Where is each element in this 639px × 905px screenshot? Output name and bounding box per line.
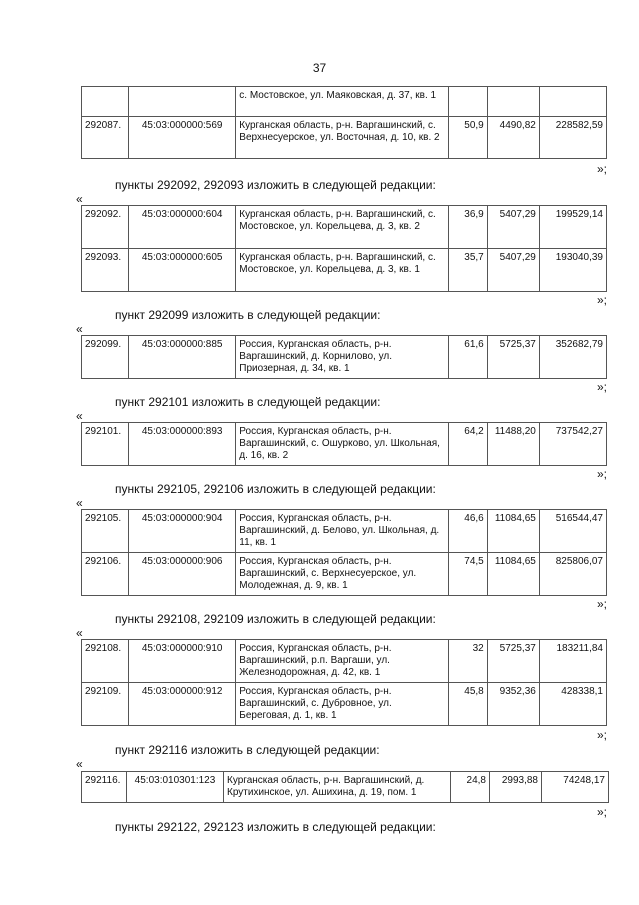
table-row xyxy=(82,553,607,596)
cell-price: 5725,37 xyxy=(487,336,539,379)
cell-address: Россия, Курганская область, р-н. Варгашинский, д. Белово, ул. Школьная, д. 11, кв. 1 xyxy=(236,510,448,553)
cell-cadastral: 45:03:000000:904 xyxy=(129,510,236,553)
register-table xyxy=(81,205,607,292)
cell-cost xyxy=(539,87,606,117)
table-row xyxy=(82,510,607,553)
closing-quote: »; xyxy=(597,162,608,176)
cell-area: 50,9 xyxy=(448,117,487,159)
register-table xyxy=(81,639,607,726)
closing-quote: »; xyxy=(597,467,608,481)
cell-cost: 183211,84 xyxy=(539,640,606,683)
table-row xyxy=(82,117,607,159)
cell-cost: 825806,07 xyxy=(539,553,606,596)
cell-cost: 516544,47 xyxy=(539,510,606,553)
cell-address: с. Мостовское, ул. Маяковская, д. 37, кв. 1 xyxy=(236,87,448,117)
cell-price xyxy=(487,87,539,117)
cell-price: 4490,82 xyxy=(487,117,539,159)
closing-quote: »; xyxy=(597,380,608,394)
cell-number: 292101. xyxy=(82,423,129,466)
amendment-heading: пункт 292099 изложить в следующей редакции: xyxy=(115,308,381,322)
amendment-heading: пункты 292108, 292109 изложить в следующей редакции: xyxy=(115,612,436,626)
cell-cadastral: 45:03:000000:885 xyxy=(129,336,236,379)
cell-area: 24,8 xyxy=(451,772,490,803)
register-table xyxy=(81,771,609,803)
cell-cadastral: 45:03:000000:912 xyxy=(129,683,236,726)
table-row xyxy=(82,423,607,466)
cell-cadastral: 45:03:000000:604 xyxy=(129,206,236,249)
page-number: 37 xyxy=(312,61,327,75)
table-row xyxy=(82,336,607,379)
table-row xyxy=(82,87,607,117)
table-row xyxy=(82,683,607,726)
cell-number: 292099. xyxy=(82,336,129,379)
amendment-heading: пункт 292101 изложить в следующей редакции: xyxy=(115,395,381,409)
cell-price: 5725,37 xyxy=(487,640,539,683)
cell-area: 35,7 xyxy=(448,249,487,292)
cell-address: Россия, Курганская область, р-н. Варгашинский, д. Корнилово, ул. Приозерная, д. 34, кв. 1 xyxy=(236,336,448,379)
cell-cost: 199529,14 xyxy=(539,206,606,249)
amendment-heading: пункты 292122, 292123 изложить в следующей редакции: xyxy=(115,820,436,834)
table-row xyxy=(82,249,607,292)
cell-area: 36,9 xyxy=(448,206,487,249)
cell-number: 292093. xyxy=(82,249,129,292)
cell-cost: 228582,59 xyxy=(539,117,606,159)
cell-cadastral: 45:03:000000:910 xyxy=(129,640,236,683)
cell-address: Россия, Курганская область, р-н. Варгашинский, р.п. Варгаши, ул. Железнодорожная, д. 42, кв. 1 xyxy=(236,640,448,683)
cell-area: 46,6 xyxy=(448,510,487,553)
table-row xyxy=(82,772,609,803)
table-row xyxy=(82,206,607,249)
cell-address: Курганская область, р-н. Варгашинский, с. Мостовское, ул. Корельцева, д. 3, кв. 2 xyxy=(236,206,448,249)
cell-cadastral: 45:03:000000:605 xyxy=(129,249,236,292)
opening-quote: « xyxy=(76,496,83,510)
register-table xyxy=(81,509,607,596)
amendment-heading: пункт 292116 изложить в следующей редакции: xyxy=(115,743,380,757)
cell-area: 64,2 xyxy=(448,423,487,466)
register-table xyxy=(81,422,607,466)
cell-price: 5407,29 xyxy=(487,206,539,249)
closing-quote: »; xyxy=(597,293,608,307)
cell-price: 2993,88 xyxy=(490,772,542,803)
cell-price: 11084,65 xyxy=(487,510,539,553)
cell-number: 292109. xyxy=(82,683,129,726)
cell-price: 9352,36 xyxy=(487,683,539,726)
register-table xyxy=(81,86,607,159)
closing-quote: »; xyxy=(597,805,608,819)
cell-number: 292092. xyxy=(82,206,129,249)
cell-address: Курганская область, р-н. Варгашинский, с. Верхнесуерское, ул. Восточная, д. 10, кв. 2 xyxy=(236,117,448,159)
cell-number: 292108. xyxy=(82,640,129,683)
cell-address: Курганская область, р-н. Варгашинский, с. Мостовское, ул. Корельцева, д. 3, кв. 1 xyxy=(236,249,448,292)
cell-cadastral: 45:03:000000:569 xyxy=(129,117,236,159)
cell-area: 45,8 xyxy=(448,683,487,726)
cell-address: Россия, Курганская область, р-н. Варгашинский, с. Ошурково, ул. Школьная, д. 16, кв. 2 xyxy=(236,423,448,466)
closing-quote: »; xyxy=(597,728,608,742)
cell-area: 61,6 xyxy=(448,336,487,379)
cell-number: 292106. xyxy=(82,553,129,596)
cell-price: 11084,65 xyxy=(487,553,539,596)
cell-number: 292116. xyxy=(82,772,127,803)
cell-cadastral: 45:03:010301:123 xyxy=(127,772,224,803)
opening-quote: « xyxy=(76,626,83,640)
cell-price: 11488,20 xyxy=(487,423,539,466)
opening-quote: « xyxy=(76,409,83,423)
cell-cost: 428338,1 xyxy=(539,683,606,726)
amendment-heading: пункты 292092, 292093 изложить в следующей редакции: xyxy=(115,178,436,192)
cell-cost: 193040,39 xyxy=(539,249,606,292)
register-table xyxy=(81,335,607,379)
cell-cost: 352682,79 xyxy=(539,336,606,379)
cell-cost: 74248,17 xyxy=(542,772,609,803)
cell-number: 292087. xyxy=(82,117,129,159)
cell-address: Курганская область, р-н. Варгашинский, д. Крутихинское, ул. Ашихина, д. 19, пом. 1 xyxy=(224,772,451,803)
closing-quote: »; xyxy=(597,597,608,611)
opening-quote: « xyxy=(76,757,83,771)
cell-price: 5407,29 xyxy=(487,249,539,292)
opening-quote: « xyxy=(76,192,83,206)
cell-number: 292105. xyxy=(82,510,129,553)
cell-cadastral xyxy=(129,87,236,117)
cell-cost: 737542,27 xyxy=(539,423,606,466)
cell-cadastral: 45:03:000000:893 xyxy=(129,423,236,466)
cell-area: 32 xyxy=(448,640,487,683)
cell-number xyxy=(82,87,129,117)
opening-quote: « xyxy=(76,322,83,336)
amendment-heading: пункты 292105, 292106 изложить в следующей редакции: xyxy=(115,482,436,496)
cell-address: Россия, Курганская область, р-н. Варгашинский, с. Дубровное, ул. Береговая, д. 1, кв. 1 xyxy=(236,683,448,726)
table-row xyxy=(82,640,607,683)
cell-address: Россия, Курганская область, р-н. Варгашинский, с. Верхнесуерское, ул. Молодежная, д. 9, кв. 1 xyxy=(236,553,448,596)
cell-area xyxy=(448,87,487,117)
cell-cadastral: 45:03:000000:906 xyxy=(129,553,236,596)
cell-area: 74,5 xyxy=(448,553,487,596)
